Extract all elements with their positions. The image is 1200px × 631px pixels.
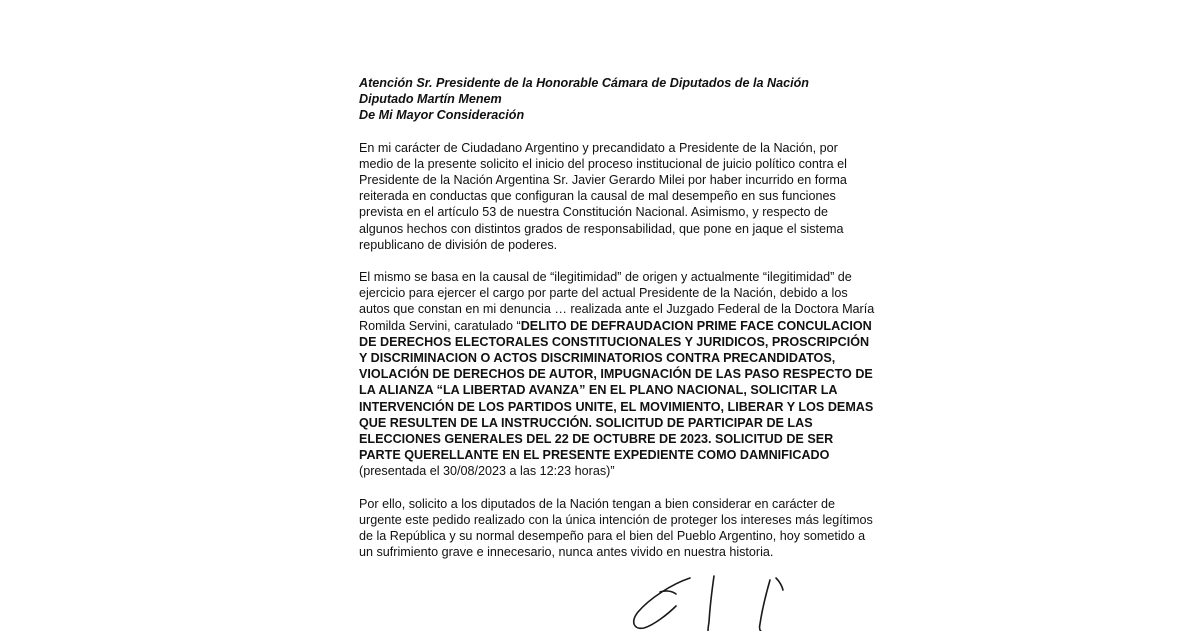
case-title-line: DE DERECHOS ELECTORALES CONSTITUCIONALES Y JURIDICOS, PROSCRIPCIÓN (359, 334, 870, 349)
case-title-line: VIOLACIÓN DE DERECHOS DE AUTOR, IMPUGNACIÓN DE LAS PASO RESPECTO DE (359, 367, 873, 382)
case-title-line: QUE RESULTEN DE LA INSTRUCCIÓN. SOLICITUD DE PARTICIPAR DE LAS (359, 415, 813, 430)
heading-recipient-name: Diputado Martín Menem (359, 92, 502, 107)
paragraph-line: republicano de división de poderes. (359, 237, 558, 252)
paragraph-line-mixed (359, 318, 872, 334)
handwritten-signature (620, 570, 820, 631)
heading-addressee: Atención Sr. Presidente de la Honorable Cámara de Diputados de la Nación (359, 76, 809, 90)
paragraph-gap (359, 124, 845, 140)
case-title-line: LA ALIANZA “LA LIBERTAD AVANZA” EN EL PLANO NACIONAL, SOLICITAR LA (359, 383, 838, 398)
case-lead-in: Romilda Servini, caratulado “ (359, 318, 521, 333)
paragraph-line: urgente este pedido realizado con la única intención de proteger los intereses más legítimos (359, 512, 873, 527)
case-title-line: PARTE QUERELLANTE EN EL PRESENTE EXPEDIENTE COMO DAMNIFICADO (359, 448, 830, 463)
case-title-start: DELITO DE DEFRAUDACION PRIME FACE CONCULACION (520, 318, 872, 333)
paragraph-line: ejercicio para ejercer el cargo por parte del actual Presidente de la Nación, debido a los (359, 286, 848, 301)
paragraph-line: Por ello, solicito a los diputados de la Nación tengan a bien considerar en carácter de (359, 496, 836, 511)
heading-salutation: De Mi Mayor Consideración (359, 108, 525, 123)
paragraph-line: medio de la presente solicito el inicio del proceso institucional de juicio político contra el (359, 156, 847, 171)
paragraph-line: prevista en el artículo 53 de nuestra Constitución Nacional. Asimismo, y respecto de (359, 205, 829, 220)
paragraph-line: En mi carácter de Ciudadano Argentino y precandidato a Presidente de la Nación, por (359, 140, 838, 155)
paragraph-line: autos que constan en mi denuncia … realizada ante el Juzgado Federal de la Doctora María (359, 302, 875, 317)
paragraph-line: algunos hechos con distintos grados de responsabilidad, que pone en jaque el sistema (359, 221, 844, 236)
paragraph-grounds (359, 269, 875, 480)
case-title-line: ELECCIONES GENERALES DEL 22 DE OCTUBRE DE 2023. SOLICITUD DE SER (359, 432, 834, 447)
letter-heading (359, 75, 845, 124)
paragraph-line: de la República y su normal desempeño para el bien del Pueblo Argentino, hoy sometido a (359, 529, 866, 544)
paragraph-line: un sufrimiento grave e innecesario, nunca antes vivido en nuestra historia. (359, 545, 774, 560)
filing-date-line: (presentada el 30/08/2023 a las 12:23 horas)” (359, 464, 615, 479)
paragraph-line: El mismo se basa en la causal de “ilegitimidad” de origen y actualmente “ilegitimidad” de (359, 270, 852, 285)
paragraph-closing (359, 496, 873, 561)
paragraph-line: Presidente de la Nación Argentina Sr. Javier Gerardo Milei por haber incurrido en forma (359, 173, 847, 188)
letter-body (359, 75, 875, 560)
paragraph-gap (359, 480, 845, 496)
paragraph-gap (359, 253, 845, 269)
case-title-line: Y DISCRIMINACION O ACTOS DISCRIMINATORIOS CONTRA PRECANDIDATOS, (359, 351, 836, 366)
case-title-line: INTERVENCIÓN DE LOS PARTIDOS UNITE, EL MOVIMIENTO, LIBERAR Y LOS DEMAS (359, 399, 874, 414)
paragraph-line: reiterada en conductas que configuran la causal de mal desempeño en sus funciones (359, 189, 836, 204)
paragraph-request (359, 140, 845, 253)
